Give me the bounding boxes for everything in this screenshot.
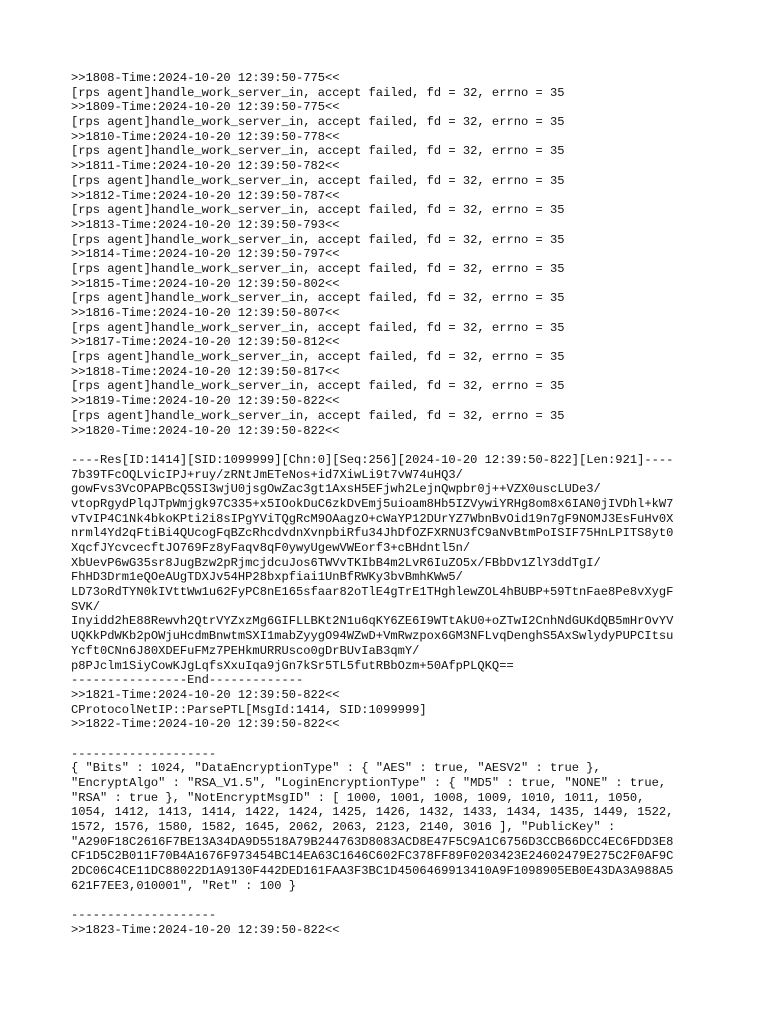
log-line: >>1810-Time:2024-10-20 12:39:50-778<< (71, 129, 340, 144)
log-line: [rps agent]handle_work_server_in, accept failed, fd = 32, errno = 35 (71, 203, 565, 218)
log-line: >>1808-Time:2024-10-20 12:39:50-775<< (71, 71, 340, 85)
log-line: [rps agent]handle_work_server_in, accept failed, fd = 32, errno = 35 (71, 320, 565, 335)
encrypted-payload-line: p8PJclm1SiyCowKJgLqfsXxuIqa9jGn7kSr5TL5futRBbOzm+50AfpPLQKQ== (71, 658, 514, 673)
log-line: CProtocolNetIP::ParsePTL[MsgId:1414, SID:1099999] (71, 702, 427, 717)
json-line: 1572, 1576, 1580, 1582, 1645, 2062, 2063, 2123, 2140, 3016 ], "PublicKey" : (71, 820, 616, 835)
json-line: "RSA" : true }, "NotEncryptMsgID" : [ 1000, 1001, 1008, 1009, 1010, 1011, 1050, (71, 790, 645, 805)
log-line: >>1821-Time:2024-10-20 12:39:50-822<< (71, 687, 340, 702)
encrypted-payload-line: XbUevP6wG35sr8JugBzw2pRjmcjdcuJos6TWVvTKIbB4m2LvR6IuZO5x/FBbDv1ZlY3ddTgI/ (71, 555, 601, 570)
log-line: >>1818-Time:2024-10-20 12:39:50-817<< (71, 364, 340, 379)
log-line: [rps agent]handle_work_server_in, accept failed, fd = 32, errno = 35 (71, 144, 565, 159)
log-line: [rps agent]handle_work_server_in, accept failed, fd = 32, errno = 35 (71, 408, 565, 423)
encrypted-payload-line: Ycft0CNn6J80XDEFuFMz7PEHkmURRUsco0gDrBUvIaB3qmY/ (71, 643, 420, 658)
json-line: 621F7EE3,010001", "Ret" : 100 } (71, 878, 296, 893)
encrypted-payload-line: SVK/ (71, 599, 101, 614)
log-line: [rps agent]handle_work_server_in, accept failed, fd = 32, errno = 35 (71, 173, 565, 188)
log-line: >>1823-Time:2024-10-20 12:39:50-822<< (71, 922, 340, 937)
response-header: ----Res[ID:1414][SID:1099999][Chn:0][Seq:256][2024-10-20 12:39:50-822][Len:921]---- (71, 452, 674, 467)
encrypted-payload-line: LD73oRdTYN0kIVttWw1u62FyPC8nE165sfaar82oTlE4gTrE1THghlewZOL4hBUBP+59TtnFae8Pe8vXygF (71, 585, 674, 600)
log-line: >>1809-Time:2024-10-20 12:39:50-775<< (71, 100, 340, 115)
log-line: [rps agent]handle_work_server_in, accept failed, fd = 32, errno = 35 (71, 261, 565, 276)
json-line: 1054, 1412, 1413, 1414, 1422, 1424, 1425, 1426, 1432, 1433, 1434, 1435, 1449, 1522, (71, 805, 674, 820)
encrypted-payload-line: XqcfJYcvcecftJO769Fz8yFaqv8qF0ywyUgewVWEorf3+cBHdntl5n/ (71, 541, 471, 555)
blank-line (71, 438, 711, 453)
log-line: [rps agent]handle_work_server_in, accept failed, fd = 32, errno = 35 (71, 379, 565, 394)
log-line: [rps agent]handle_work_server_in, accept failed, fd = 32, errno = 35 (71, 232, 565, 247)
encrypted-payload-line: gowFvs3VcOPAPBcQ5SI3wjU0jsgOwZac3gt1AxsH5EFjwh2LejnQwpbr0j++VZX0uscLUDe3/ (71, 482, 601, 497)
log-line: >>1822-Time:2024-10-20 12:39:50-822<< (71, 717, 340, 732)
blank-line (71, 894, 711, 909)
log-line: >>1811-Time:2024-10-20 12:39:50-782<< (71, 159, 340, 174)
response-end-marker: ----------------End------------- (71, 673, 304, 688)
encrypted-payload-line: nrml4Yd2qFtiBi4QUcogFqBZcRhcdvdnXvnpbiRfu34JhDfOZFXRNU3fC9aNvBtmPoISIF75HnLPITS8yt0 (71, 526, 674, 541)
log-line: >>1820-Time:2024-10-20 12:39:50-822<< (71, 423, 340, 438)
log-line: [rps agent]handle_work_server_in, accept failed, fd = 32, errno = 35 (71, 85, 565, 100)
encrypted-payload-line: vtopRgydPlqJTpWmjgk97C335+x5IOokDuC6zkDvEmj5uioam8Hb5IZVywiYRHg8om8x6IAN0jIVDhl+kW7 (71, 496, 674, 511)
encrypted-payload-line: UQKkPdWKb2pOWjuHcdmBnwtmSXI1mabZyygO94WZwD+VmRwzpox6GM3NFLvqDenghS5AxSwlydyPUPCItsu (71, 629, 674, 644)
log-line: >>1815-Time:2024-10-20 12:39:50-802<< (71, 276, 340, 291)
log-line: >>1817-Time:2024-10-20 12:39:50-812<< (71, 335, 340, 350)
log-line: >>1814-Time:2024-10-20 12:39:50-797<< (71, 247, 340, 262)
log-section-accept-failed (71, 71, 711, 438)
json-line: { "Bits" : 1024, "DataEncryptionType" : { "AES" : true, "AESV2" : true }, (71, 761, 601, 776)
log-line: [rps agent]handle_work_server_in, accept failed, fd = 32, errno = 35 (71, 291, 565, 306)
log-line: >>1816-Time:2024-10-20 12:39:50-807<< (71, 306, 340, 320)
encrypted-payload-line: FhHD3Drm1eQOeAUgTDXJv54HP28bxpfiai1UnBfRWKy3bvBmhKWw5/ (71, 570, 463, 585)
json-line: CF1D5C2B011F70B4A1676F973454BC14EA63C1646C602FC378FF89F0203423E24602479E275C2F0AF9C (71, 849, 674, 864)
encrypted-payload-line: Inyidd2hE88Rewvh2QtrVYZxzMg6GIFLLBKt2N1u6qKY6ZE6I9WTtAkU0+oZTwI2CnhNdGUKdQB5mHrOvYV (71, 614, 674, 629)
log-line: [rps agent]handle_work_server_in, accept failed, fd = 32, errno = 35 (71, 350, 565, 365)
log-line: >>1813-Time:2024-10-20 12:39:50-793<< (71, 217, 340, 232)
log-line: >>1819-Time:2024-10-20 12:39:50-822<< (71, 394, 340, 409)
json-line: 2DC06C4CE11DC88022D1A9130F442DED161FAA3F3BC1D4506469913410A9F1098905EB0E43DA3A988A5 (71, 864, 674, 879)
log-document (71, 71, 711, 938)
json-response (71, 761, 711, 893)
encrypted-payload-line: 7b39TFcOQLvicIPJ+ruy/zRNtJmETeNos+id7XiwLi9t7vW74uHQ3/ (71, 467, 463, 482)
separator: -------------------- (71, 746, 217, 761)
encrypted-payload-line: vTvIP4C1Nk4bkoKPti2i8sIPgYViTQgRcM9OAagzO+cWaYP12DUrYZ7WbnBvOid19n7gF9NOMJ3EsFuHv0X (71, 511, 674, 526)
json-line: "EncryptAlgo" : "RSA_V1.5", "LoginEncryptionType" : { "MD5" : true, "NONE" : true, (71, 776, 667, 790)
log-line: [rps agent]handle_work_server_in, accept failed, fd = 32, errno = 35 (71, 115, 565, 130)
separator: -------------------- (71, 908, 217, 923)
log-line: >>1812-Time:2024-10-20 12:39:50-787<< (71, 188, 340, 203)
response-block (71, 453, 711, 732)
blank-line (71, 732, 711, 747)
json-line: "A290F18C2616F7BE13A34DA9D5518A79B244763D8083ACD8E47F5C9A1C6756D3CCB66DCC4EC6FDD3E8 (71, 834, 674, 849)
